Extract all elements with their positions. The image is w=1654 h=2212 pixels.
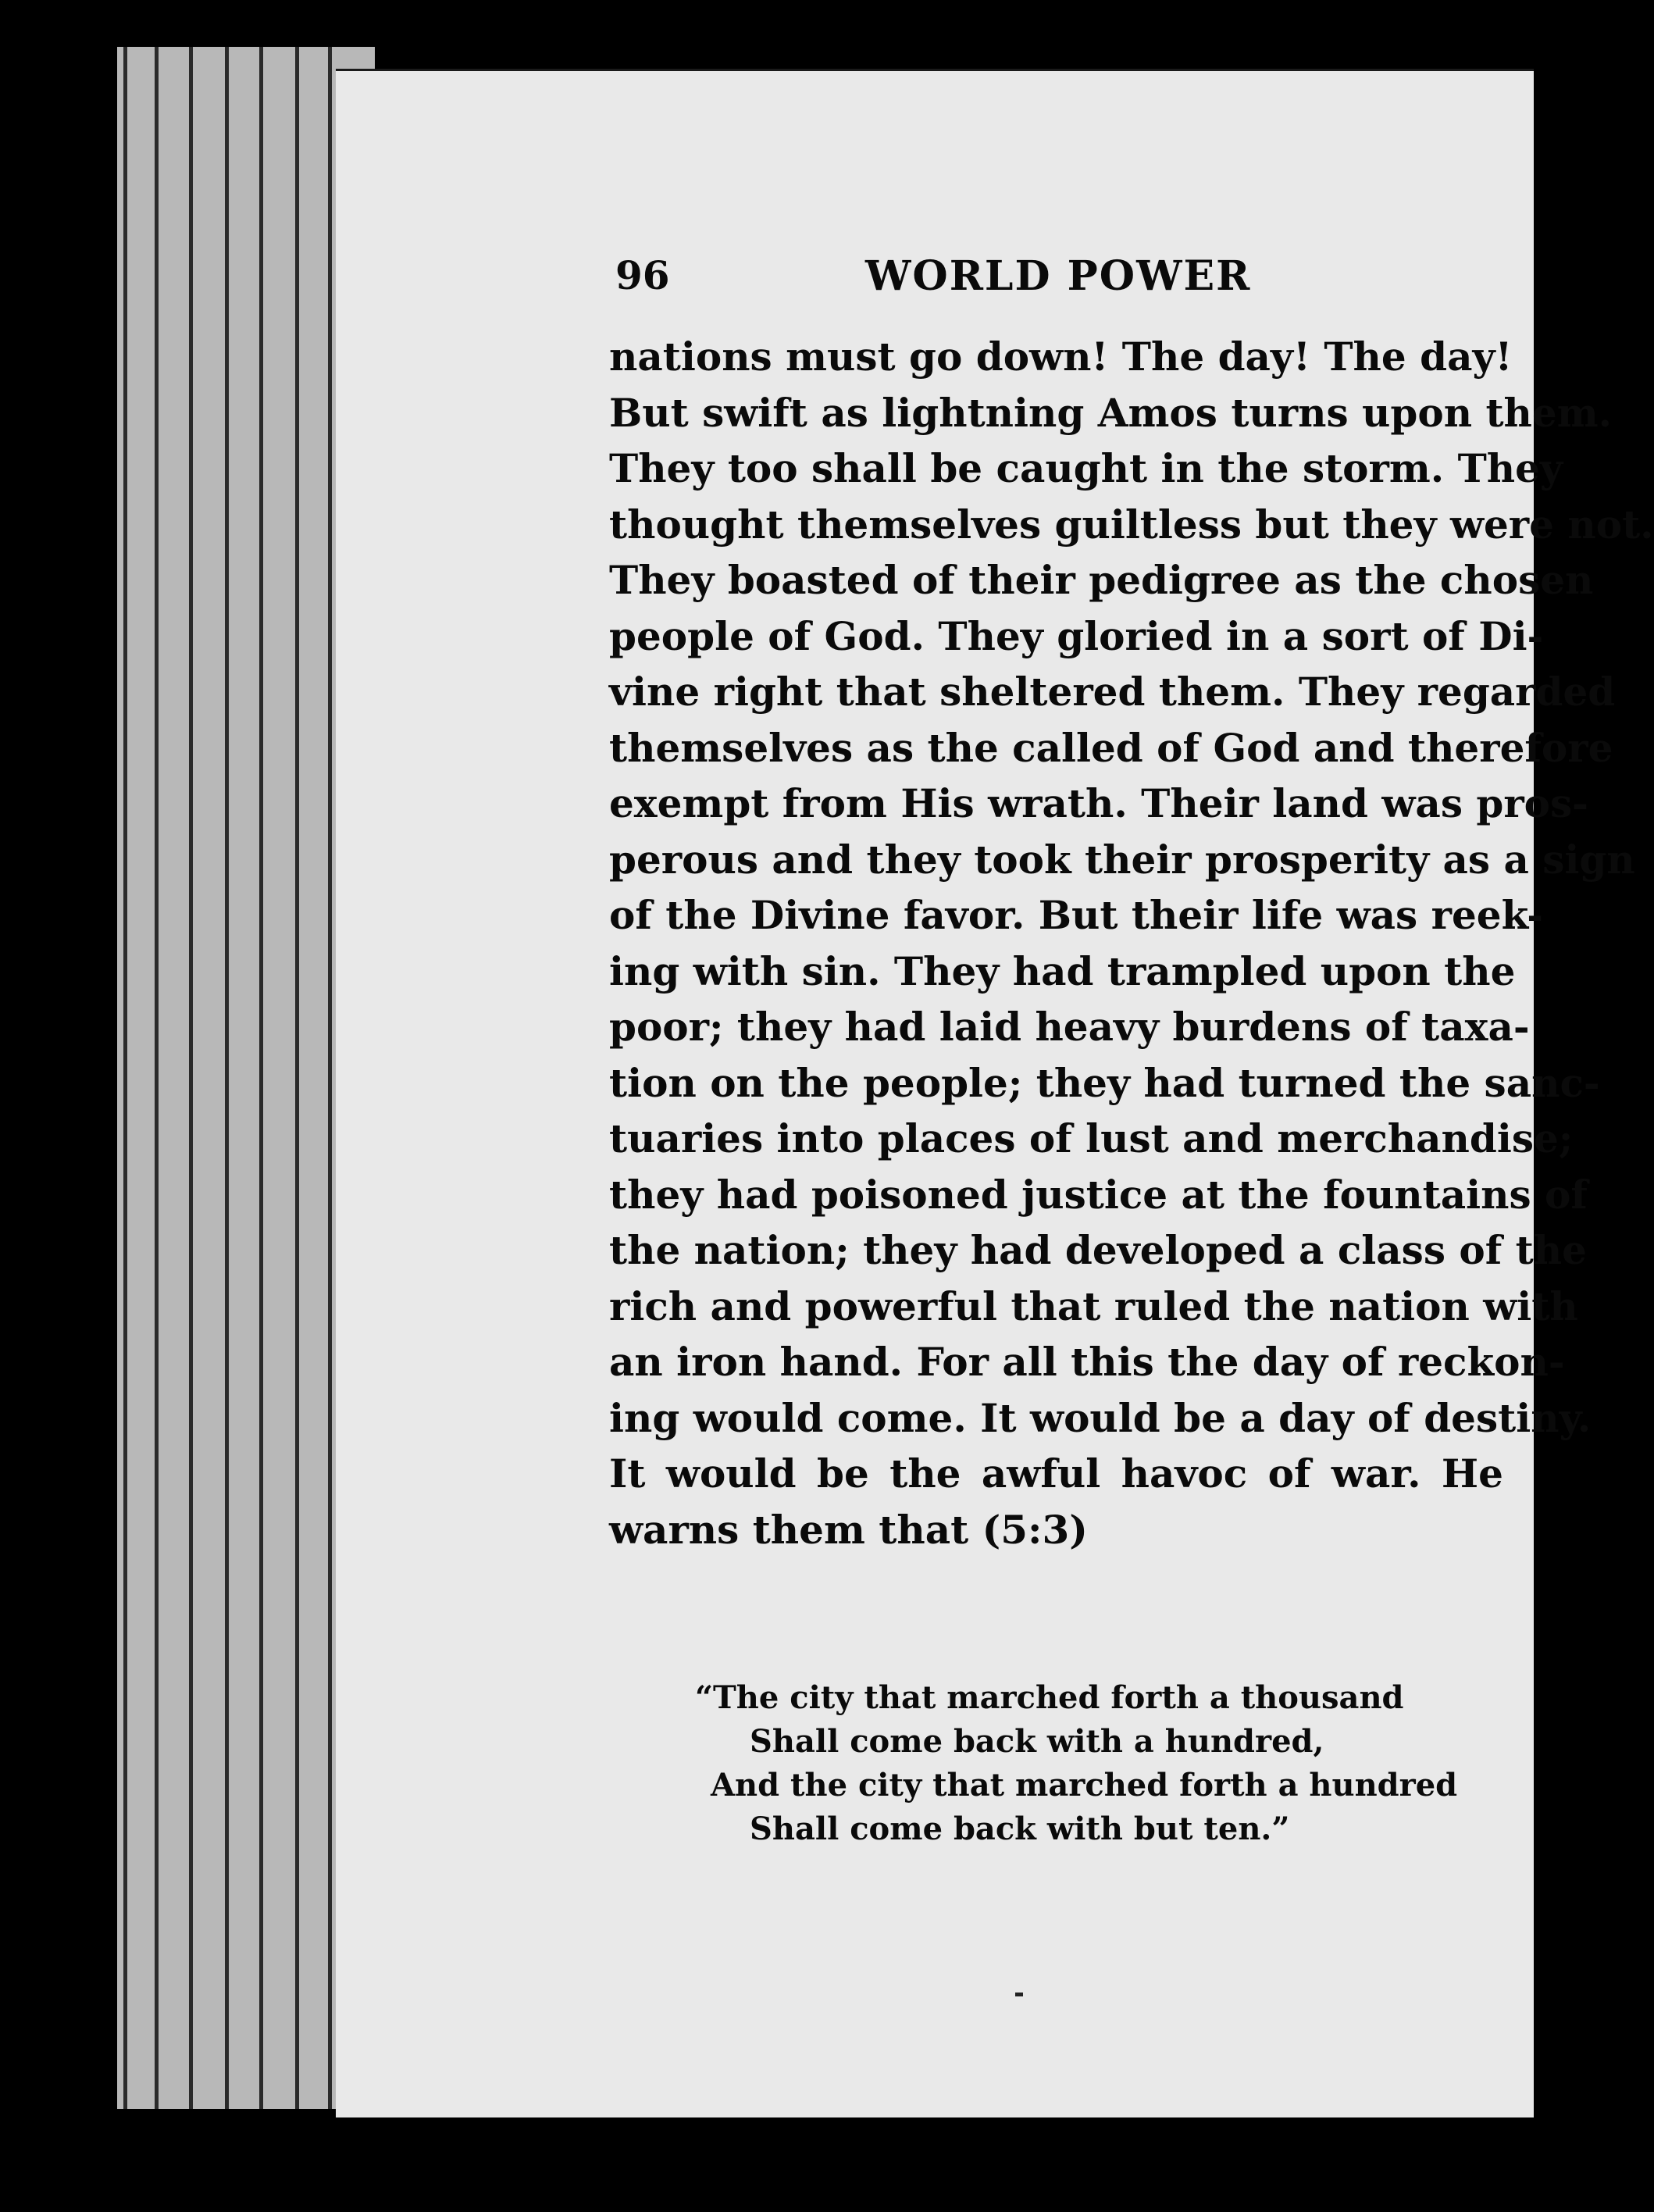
text-line: ing would come. It would be a day of destiny. <box>609 1394 1592 1441</box>
verse-line: Shall come back with but ten.” <box>750 1811 1290 1847</box>
text-line: They boasted of their pedigree as the chosen <box>609 557 1594 603</box>
text-line: thought themselves guiltless but they were not. <box>609 501 1654 548</box>
text-line: They too shall be caught in the storm. They <box>609 445 1563 491</box>
leaf-edge-line <box>259 47 263 2109</box>
text-line: themselves as the called of God and therefore <box>609 724 1613 771</box>
text-line: But swift as lightning Amos turns upon them. <box>609 389 1613 436</box>
leaf-edge-line <box>328 47 332 2109</box>
text-line: nations must go down! The day! The day! <box>609 334 1513 380</box>
text-line: warns them that (5:3) <box>609 1506 1088 1553</box>
book-page <box>336 69 1654 2117</box>
text-line: rich and powerful that ruled the nation with <box>609 1283 1578 1329</box>
text-line: people of God. They gloried in a sort of Di- <box>609 612 1544 659</box>
leaf-edge-line <box>123 47 127 2109</box>
text-line: It would be the awful havoc of war. He <box>609 1450 1503 1497</box>
leaf-edge-line <box>189 47 193 2109</box>
leaf-edge-line <box>155 47 159 2109</box>
verse-quotation <box>695 1676 1476 1851</box>
text-line: ing with sin. They had trampled upon the <box>609 947 1516 994</box>
leaf-edge-line <box>295 47 299 2109</box>
verse-line: Shall come back with a hundred, <box>750 1723 1324 1760</box>
text-line: an iron hand. For all this the day of reckon- <box>609 1339 1565 1385</box>
text-line: exempt from His wrath. Their land was pros- <box>609 780 1588 826</box>
text-line: vine right that sheltered them. They regarded <box>609 669 1616 715</box>
leaf-edge-line <box>225 47 229 2109</box>
running-head: WORLD POWER <box>865 252 1252 300</box>
text-line: perous and they took their prosperity as a sign <box>609 836 1635 883</box>
text-line: tuaries into places of lust and merchandise; <box>609 1115 1574 1161</box>
text-line: they had poisoned justice at the fountains of <box>609 1171 1588 1218</box>
text-line: poor; they had laid heavy burdens of taxa- <box>609 1004 1530 1050</box>
verse-line: And the city that marched forth a hundred <box>711 1767 1458 1803</box>
text-line: of the Divine favor. But their life was reek- <box>609 892 1543 938</box>
stray-ink-mark <box>1015 1993 1023 1996</box>
body-text <box>609 329 1654 1557</box>
text-line: the nation; they had developed a class of the <box>609 1227 1587 1273</box>
page-number: 96 <box>615 252 670 298</box>
verse-line: “The city that marched forth a thousand <box>695 1679 1404 1716</box>
page-header <box>615 252 1599 315</box>
text-line: tion on the people; they had turned the sanc- <box>609 1059 1600 1106</box>
